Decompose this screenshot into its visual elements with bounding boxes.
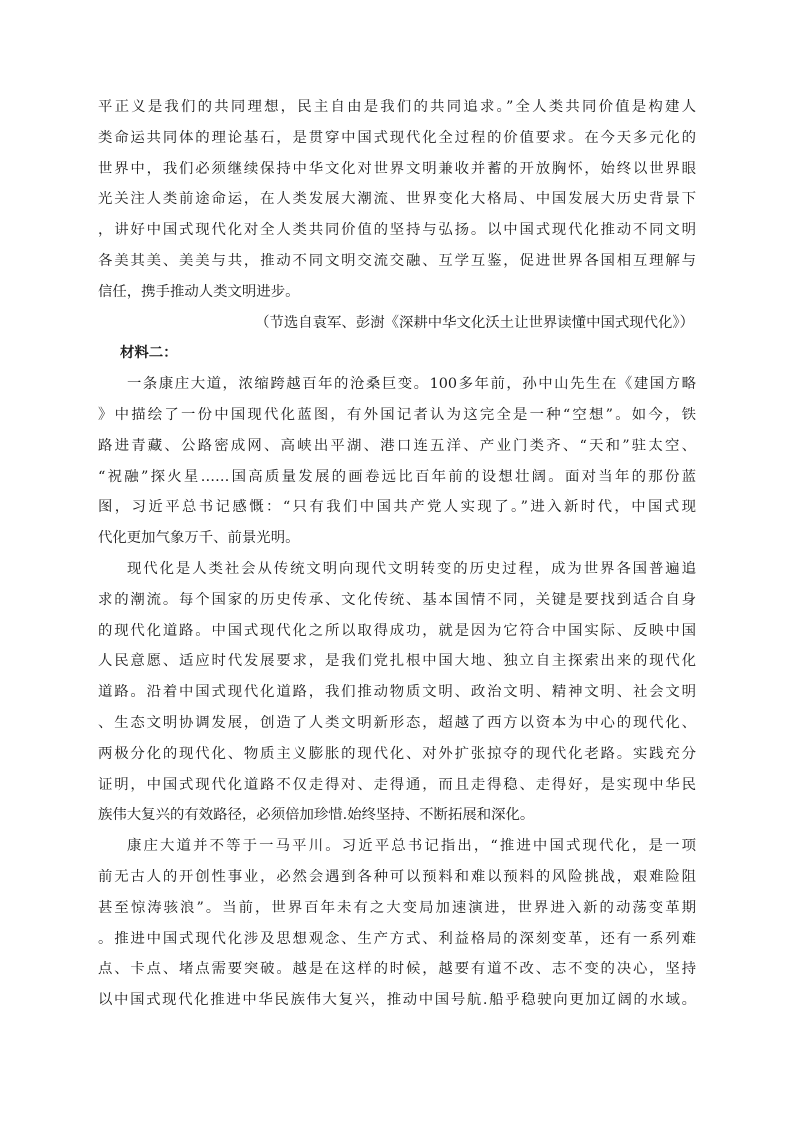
- text-line: 求的潮流。每个国家的历史传承、文化传统、基本国情不同，关键是要找到适合自身: [98, 591, 696, 608]
- document-page: [98, 92, 696, 1016]
- paragraph-3: [98, 554, 696, 831]
- text-line: 康庄大道并不等于一马平川。习近平总书记指出，“推进中国式现代化，是一项: [127, 838, 696, 855]
- text-line: 各美其美、美美与共，推动不同文明交流交融、互学互鉴，促进世界各国相互理解与: [98, 252, 696, 269]
- text-line: 世界中，我们必须继续保持中华文化对世界文明兼收并蓄的开放胸怀，始终以世界眼: [98, 160, 696, 177]
- text-line: 前无古人的开创性事业，必然会遇到各种可以预料和难以预料的风险挑战，艰难险阻: [98, 868, 696, 885]
- text-line: 证明，中国式现代化道路不仅走得对、走得通，而且走得稳、走得好，是实现中华民: [98, 776, 696, 793]
- text-line: 。推进中国式现代化涉及思想观念、生产方式、利益格局的深刻变革，还有一系列难: [98, 930, 696, 947]
- text-line: 路进青藏、公路密成网、高峡出平湖、港口连五洋、产业门类齐、“天和”驻太空、: [98, 437, 696, 454]
- paragraph-1: [98, 92, 696, 308]
- text-line: 点、卡点、堵点需要突破。越是在这样的时候，越要有道不改、志不变的决心，坚持: [98, 961, 696, 978]
- text-line: 甚至惊涛骇浪”。当前，世界百年未有之大变局加速演进，世界进入新的动荡变革期: [98, 899, 696, 916]
- text-line: 、生态文明协调发展，创造了人类文明新形态，超越了西方以资本为中心的现代化、: [98, 714, 696, 731]
- text-line: 的现代化道路。中国式现代化之所以取得成功，就是因为它符合中国实际、反映中国: [98, 622, 696, 639]
- text-line: “祝融”探火星……国高质量发展的画卷远比百年前的设想壮阔。面对当年的那份蓝: [98, 468, 696, 485]
- text-line: 图，习近平总书记感慨：“只有我们中国共产党人实现了。”进入新时代，中国式现: [98, 499, 696, 516]
- text-line: 类命运共同体的理论基石，是贯穿中国式现代化全过程的价值要求。在今天多元化的: [98, 129, 696, 146]
- text-line: 信任，携手推动人类文明进步。: [98, 283, 300, 300]
- text-line: 一条康庄大道，浓缩跨越百年的沧桑巨变。100多年前，孙中山先生在《建国方略: [127, 376, 696, 393]
- text-line: 代化更加气象万千、前景光明。: [98, 530, 300, 547]
- source-citation: （节选自袁军、彭澍《深耕中华文化沃土让世界读懂中国式现代化》）: [255, 314, 694, 331]
- paragraph-4: [98, 831, 696, 1016]
- text-line: 平正义是我们的共同理想，民主自由是我们的共同追求。”全人类共同价值是构建人: [98, 99, 696, 115]
- text-line: ，讲好中国式现代化对全人类共同价值的坚持与弘扬。以中国式现代化推动不同文明: [98, 222, 696, 239]
- material-heading: 材料二：: [120, 344, 178, 362]
- paragraph-2: [98, 369, 696, 554]
- text-line: 两极分化的现代化、物质主义膨胀的现代化、对外扩张掠夺的现代化老路。实践充分: [98, 745, 696, 762]
- text-line: 》中描绘了一份中国现代化蓝图，有外国记者认为这完全是一种“空想”。如今，铁: [98, 406, 696, 423]
- text-line: 道路。沿着中国式现代化道路，我们推动物质文明、政治文明、精神文明、社会文明: [98, 684, 696, 701]
- text-line: 以中国式现代化推进中华民族伟大复兴，推动中国号航.船乎稳驶向更加辽阔的水域。: [98, 992, 696, 1009]
- text-line: 光关注人类前途命运，在人类发展大潮流、世界变化大格局、中国发展大历史背景下: [98, 191, 696, 208]
- text-line: 族伟大复兴的有效路径，必须倍加珍惜.始终坚持、不断拓展和深化。: [98, 807, 535, 824]
- text-line: 现代化是人类社会从传统文明向现代文明转变的历史过程，成为世界各国普遍追: [127, 560, 696, 577]
- text-line: 人民意愿、适应时代发展要求，是我们党扎根中国大地、独立自主探索出来的现代化: [98, 653, 696, 670]
